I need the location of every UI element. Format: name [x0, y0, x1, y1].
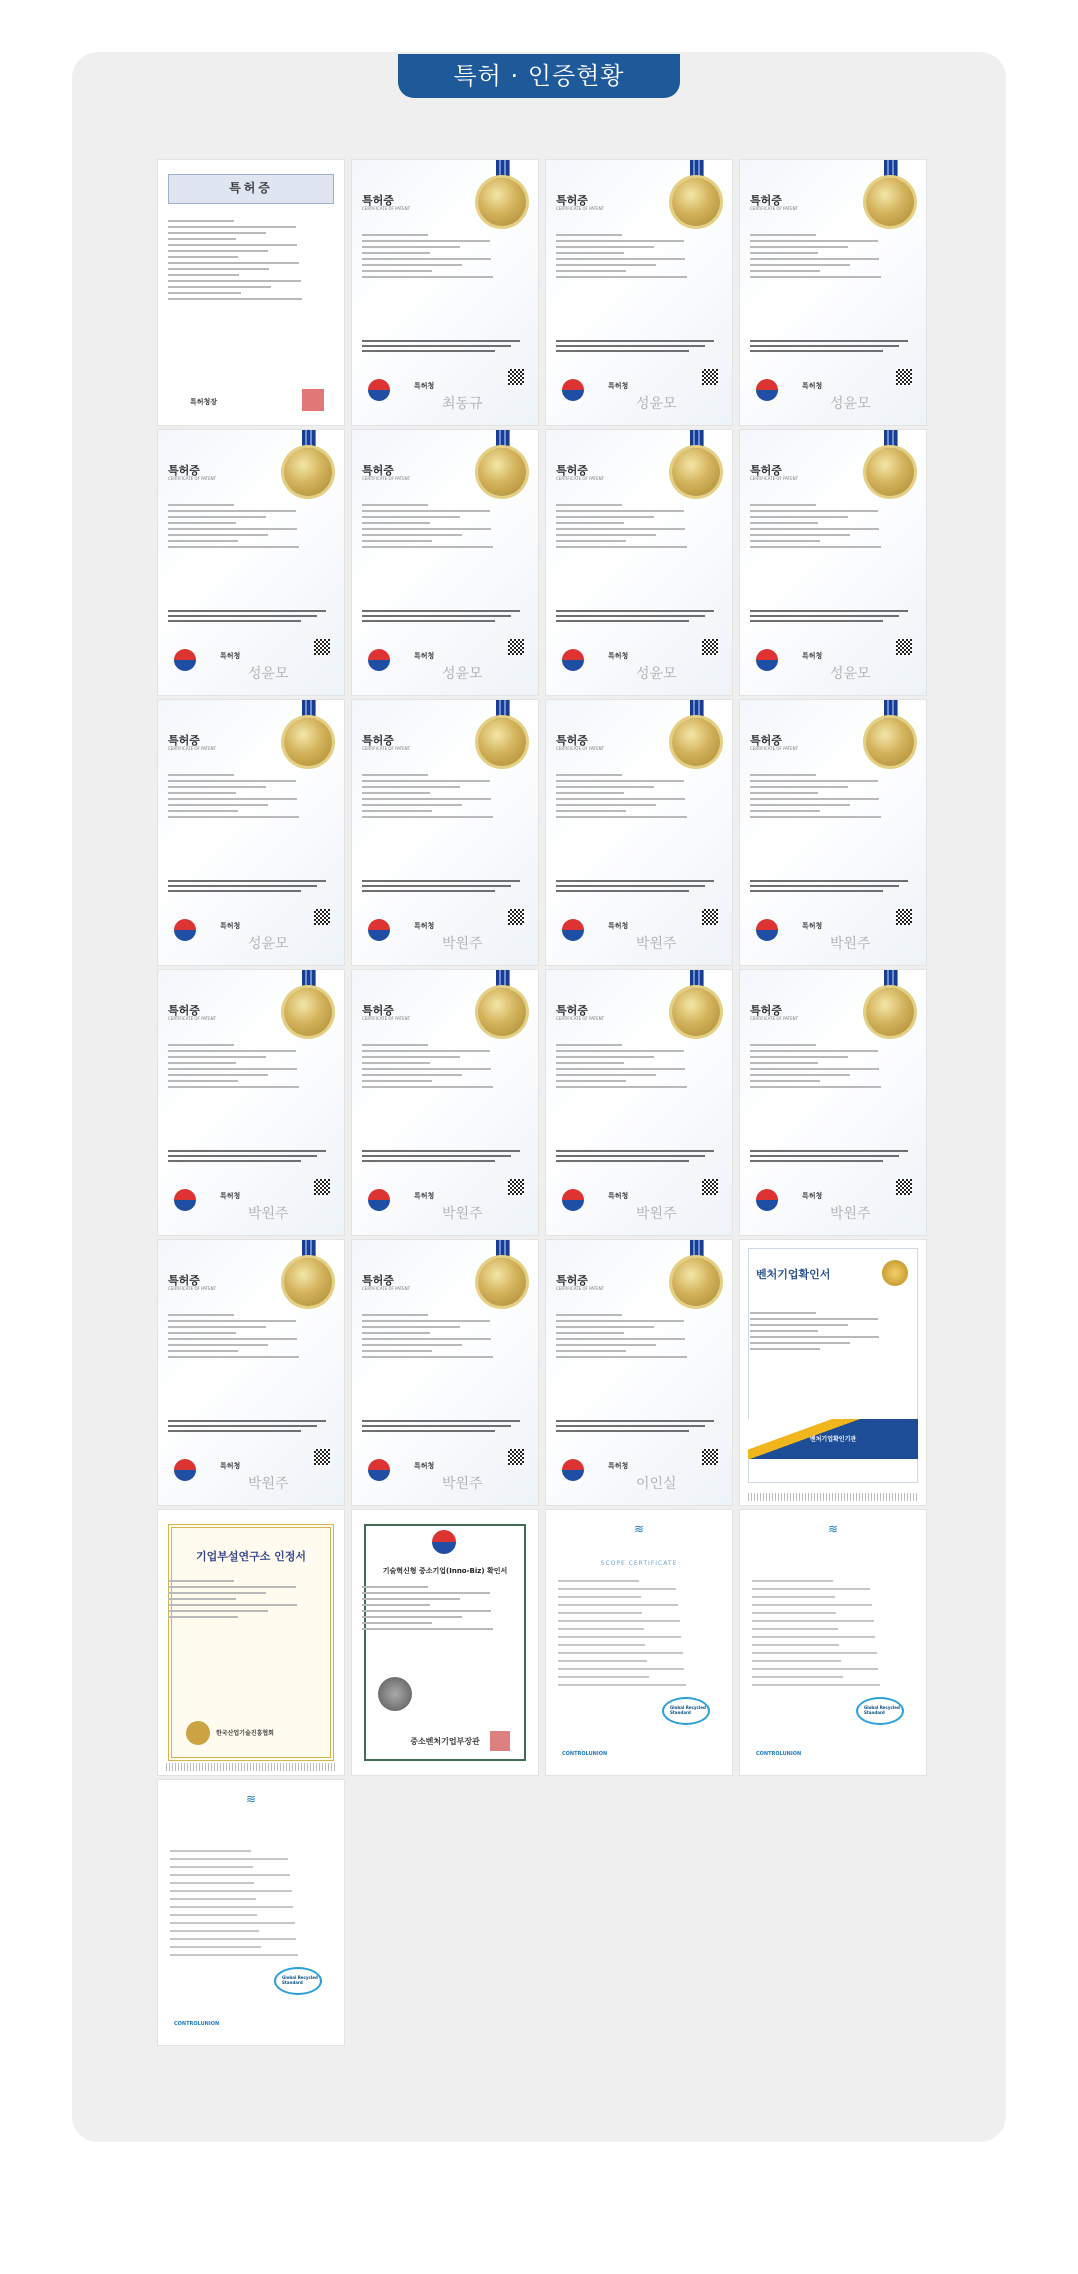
issuer-name: CONTROLUNION	[174, 2021, 220, 2027]
patent-certificate	[546, 1240, 732, 1505]
signature: 박원주	[442, 1206, 483, 1222]
certificate-title: 특허증	[168, 1004, 200, 1017]
qr-code-icon	[314, 909, 330, 925]
gold-seal-icon	[866, 718, 914, 766]
patent-certificate	[352, 970, 538, 1235]
qr-code-icon	[508, 909, 524, 925]
section-title-tab: 특허 · 인증현황	[398, 54, 680, 98]
signature: 성윤모	[248, 666, 289, 682]
gold-seal-icon	[672, 718, 720, 766]
grs-badge-icon: Global Recycled Standard	[662, 1697, 710, 1725]
qr-code-icon	[702, 1179, 718, 1195]
scope-certificate	[546, 1510, 732, 1775]
issuing-office: 특허청	[414, 922, 435, 930]
certificate-title: 특허증	[362, 1004, 394, 1017]
certificate-subtitle: CERTIFICATE OF PATENT	[168, 1286, 217, 1291]
certificate-subtitle: CERTIFICATE OF PATENT	[362, 476, 411, 481]
patent-certificate	[158, 970, 344, 1235]
certificate-title: 특허증	[168, 464, 200, 477]
qr-code-icon	[702, 369, 718, 385]
medal-icon	[882, 1260, 908, 1286]
certificate-subtitle: CERTIFICATE OF PATENT	[556, 1286, 605, 1291]
qr-code-icon	[896, 369, 912, 385]
venture-certificate	[740, 1240, 926, 1505]
government-emblem-icon	[562, 649, 584, 671]
official-stamp-icon	[490, 1731, 510, 1751]
signature: 박원주	[830, 936, 871, 952]
certificate-title: 특허증	[168, 734, 200, 747]
control-union-logo-icon: ≋	[245, 1792, 257, 1806]
issuing-office: 특허청	[414, 1462, 435, 1470]
qr-code-icon	[702, 1449, 718, 1465]
government-emblem-icon	[756, 1189, 778, 1211]
certificate-subtitle: CERTIFICATE OF PATENT	[556, 206, 605, 211]
signature: 박원주	[830, 1206, 871, 1222]
issuing-office: 특허청	[220, 1192, 241, 1200]
qr-code-icon	[508, 639, 524, 655]
patent-certificate	[352, 160, 538, 425]
certificate-title: 특허증	[750, 464, 782, 477]
certificate-title: 특허증	[229, 181, 273, 195]
qr-code-icon	[896, 909, 912, 925]
qr-code-icon	[314, 639, 330, 655]
certificate-subtitle: CERTIFICATE OF PATENT	[556, 1016, 605, 1021]
patent-certificate	[740, 700, 926, 965]
patent-certificate	[546, 430, 732, 695]
qr-code-icon	[702, 909, 718, 925]
gold-seal-icon	[478, 1258, 526, 1306]
gold-seal-icon	[284, 718, 332, 766]
official-stamp-icon	[302, 389, 324, 411]
government-emblem-icon	[562, 919, 584, 941]
issuing-office: 특허청	[608, 652, 629, 660]
certificate-subtitle: CERTIFICATE OF PATENT	[362, 1016, 411, 1021]
issuing-office: 특허청	[414, 652, 435, 660]
government-emblem-icon	[368, 649, 390, 671]
signature: 박원주	[636, 936, 677, 952]
certificate-subtitle: CERTIFICATE OF PATENT	[362, 1286, 411, 1291]
seal-icon	[378, 1677, 412, 1711]
government-emblem-icon	[432, 1530, 456, 1554]
qr-code-icon	[896, 1179, 912, 1195]
signature: 이인실	[636, 1476, 677, 1492]
government-emblem-icon	[756, 649, 778, 671]
qr-code-icon	[896, 639, 912, 655]
patent-certificate	[158, 700, 344, 965]
gold-seal-icon	[478, 178, 526, 226]
certificate-subtitle: CERTIFICATE OF PATENT	[750, 206, 799, 211]
signature: 최동규	[442, 396, 483, 412]
issuing-office: 특허청	[414, 382, 435, 390]
scope-certificate	[740, 1510, 926, 1775]
certificate-title: 특허증	[556, 464, 588, 477]
innobiz-certificate	[352, 1510, 538, 1775]
signature: 성윤모	[830, 396, 871, 412]
gold-seal-icon	[672, 988, 720, 1036]
certificate-subtitle: CERTIFICATE OF PATENT	[556, 476, 605, 481]
patent-certificate	[352, 700, 538, 965]
government-emblem-icon	[368, 919, 390, 941]
gold-seal-icon	[478, 988, 526, 1036]
patent-certificate	[546, 970, 732, 1235]
certificate-subtitle: CERTIFICATE OF PATENT	[556, 746, 605, 751]
government-emblem-icon	[174, 649, 196, 671]
certificate-subtitle: CERTIFICATE OF PATENT	[168, 746, 217, 751]
patent-certificate	[158, 1240, 344, 1505]
certificate-subtitle: CERTIFICATE OF PATENT	[168, 1016, 217, 1021]
certificate-subtitle: CERTIFICATE OF PATENT	[168, 476, 217, 481]
gold-seal-icon	[284, 1258, 332, 1306]
certificate-title: 특허증	[168, 1274, 200, 1287]
qr-code-icon	[508, 1179, 524, 1195]
patent-certificate	[546, 700, 732, 965]
signature: 박원주	[636, 1206, 677, 1222]
control-union-logo-icon: ≋	[827, 1522, 839, 1536]
patent-certificate-old	[158, 160, 344, 425]
qr-code-icon	[508, 1449, 524, 1465]
signature: 박원주	[442, 1476, 483, 1492]
signature: 성윤모	[636, 666, 677, 682]
certificate-subtitle: CERTIFICATE OF PATENT	[750, 476, 799, 481]
certificate-title: 기업부설연구소 인정서	[195, 1550, 307, 1563]
certificate-title: 특허증	[362, 1274, 394, 1287]
issuing-band: 벤처기업확인기관	[809, 1436, 857, 1443]
gold-seal-icon	[672, 448, 720, 496]
issuing-office: 특허청	[414, 1192, 435, 1200]
gold-seal-icon	[478, 448, 526, 496]
certificate-subtitle: CERTIFICATE OF PATENT	[362, 206, 411, 211]
qr-code-icon	[314, 1179, 330, 1195]
issuing-office: 특허청장	[190, 398, 218, 406]
signature: 박원주	[248, 1476, 289, 1492]
patent-certificate	[352, 430, 538, 695]
certificate-title: 특허증	[750, 194, 782, 207]
patent-certificate	[740, 160, 926, 425]
issuing-office: 특허청	[220, 652, 241, 660]
seal-icon	[186, 1721, 210, 1745]
certificate-title: 특허증	[362, 464, 394, 477]
gold-seal-icon	[284, 448, 332, 496]
certificate-title: 특허증	[556, 1274, 588, 1287]
government-emblem-icon	[562, 1189, 584, 1211]
qr-code-icon	[314, 1449, 330, 1465]
gold-seal-icon	[478, 718, 526, 766]
patent-certificate	[740, 970, 926, 1235]
gold-seal-icon	[866, 448, 914, 496]
signature: 박원주	[248, 1206, 289, 1222]
issuing-office: 특허청	[802, 1192, 823, 1200]
patent-certificate	[352, 1240, 538, 1505]
certificate-title: 특허증	[556, 1004, 588, 1017]
qr-code-icon	[702, 639, 718, 655]
government-emblem-icon	[174, 1189, 196, 1211]
issuer-name: CONTROLUNION	[756, 1751, 802, 1757]
issuing-office: 특허청	[608, 1192, 629, 1200]
gold-seal-icon	[672, 178, 720, 226]
grs-badge-icon: Global Recycled Standard	[274, 1967, 322, 1995]
certificate-subtitle: CERTIFICATE OF PATENT	[362, 746, 411, 751]
issuing-office: 특허청	[802, 652, 823, 660]
patent-certificate	[740, 430, 926, 695]
issuer-name: CONTROLUNION	[562, 1751, 608, 1757]
scope-certificate	[158, 1780, 344, 2045]
gold-seal-icon	[866, 178, 914, 226]
certificate-title: 특허증	[556, 194, 588, 207]
issuing-office: 중소벤처기업부장관	[410, 1737, 480, 1746]
signature: 성윤모	[636, 396, 677, 412]
certificate-title: SCOPE CERTIFICATE	[600, 1560, 678, 1567]
government-emblem-icon	[562, 1459, 584, 1481]
government-emblem-icon	[368, 1189, 390, 1211]
grs-badge-icon: Global Recycled Standard	[856, 1697, 904, 1725]
signature: 박원주	[442, 936, 483, 952]
government-emblem-icon	[756, 379, 778, 401]
patent-certificate	[546, 160, 732, 425]
government-emblem-icon	[368, 1459, 390, 1481]
government-emblem-icon	[562, 379, 584, 401]
gold-seal-icon	[866, 988, 914, 1036]
certificate-title: 특허증	[750, 734, 782, 747]
gold-seal-icon	[284, 988, 332, 1036]
signature: 성윤모	[248, 936, 289, 952]
government-emblem-icon	[756, 919, 778, 941]
issuing-office: 특허청	[220, 922, 241, 930]
issuing-office: 특허청	[608, 922, 629, 930]
patent-certificate	[158, 430, 344, 695]
certificate-subtitle: CERTIFICATE OF PATENT	[750, 746, 799, 751]
gold-seal-icon	[672, 1258, 720, 1306]
issuing-office: 특허청	[802, 382, 823, 390]
signature: 성윤모	[442, 666, 483, 682]
issuing-office: 특허청	[608, 382, 629, 390]
issuing-office: 한국산업기술진흥협회	[216, 1730, 274, 1737]
government-emblem-icon	[368, 379, 390, 401]
certificate-title: 기술혁신형 중소기업(Inno-Biz) 확인서	[382, 1567, 508, 1575]
certificate-title: 특허증	[362, 734, 394, 747]
issuing-office: 특허청	[802, 922, 823, 930]
control-union-logo-icon: ≋	[633, 1522, 645, 1536]
certificate-title: 특허증	[362, 194, 394, 207]
signature: 성윤모	[830, 666, 871, 682]
government-emblem-icon	[174, 1459, 196, 1481]
issuing-office: 특허청	[608, 1462, 629, 1470]
research-lab-certificate	[158, 1510, 344, 1775]
certificate-title: 특허증	[556, 734, 588, 747]
government-emblem-icon	[174, 919, 196, 941]
issuing-office: 특허청	[220, 1462, 241, 1470]
certificate-subtitle: CERTIFICATE OF PATENT	[750, 1016, 799, 1021]
qr-code-icon	[508, 369, 524, 385]
certificate-title: 벤처기업확인서	[756, 1268, 831, 1281]
certificate-title: 특허증	[750, 1004, 782, 1017]
